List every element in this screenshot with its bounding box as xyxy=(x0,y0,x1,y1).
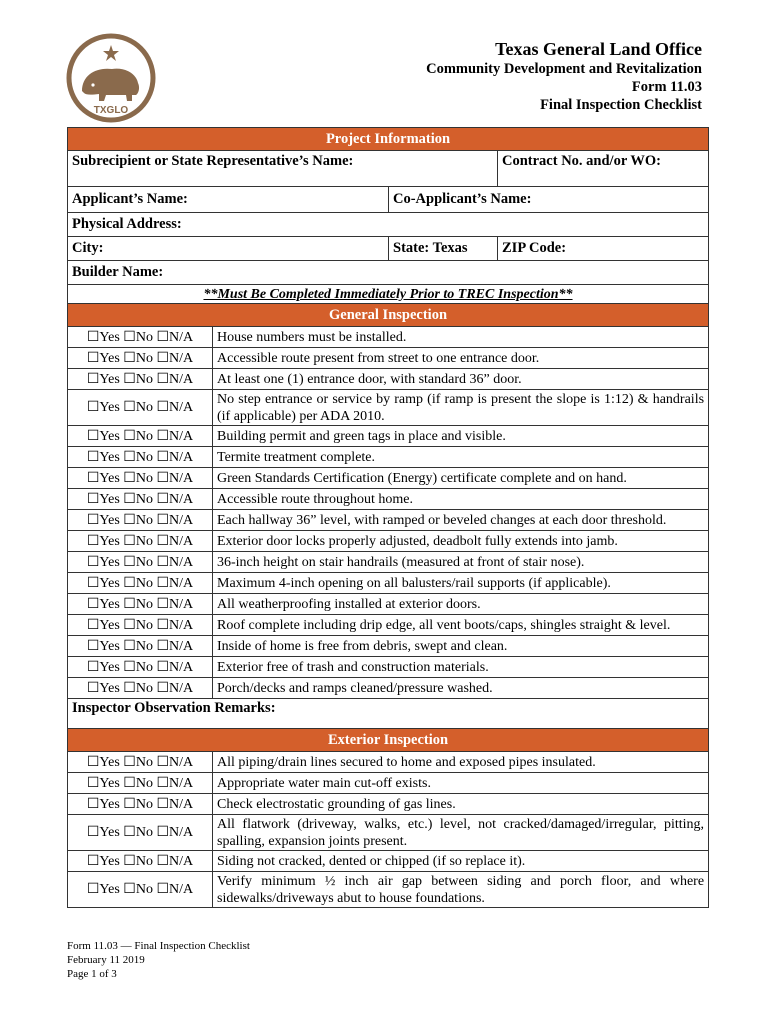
yes-no-na-checkboxes[interactable]: ☐Yes ☐No ☐N/A xyxy=(68,447,213,468)
checklist-item-text: House numbers must be installed. xyxy=(213,327,709,348)
checklist-row xyxy=(68,636,709,657)
yes-no-na-checkboxes[interactable]: ☐Yes ☐No ☐N/A xyxy=(68,657,213,678)
checklist-item-text: Check electrostatic grounding of gas lines. xyxy=(213,794,709,815)
contract-field[interactable]: Contract No. and/or WO: xyxy=(498,151,709,187)
checklist-item-text: All piping/drain lines secured to home and exposed pipes insulated. xyxy=(213,752,709,773)
trec-note: **Must Be Completed Immediately Prior to TREC Inspection** xyxy=(68,285,709,304)
yes-no-na-checkboxes[interactable]: ☐Yes ☐No ☐N/A xyxy=(68,369,213,390)
yes-no-na-checkboxes[interactable]: ☐Yes ☐No ☐N/A xyxy=(68,531,213,552)
checklist-row xyxy=(68,851,709,872)
yes-no-na-checkboxes[interactable]: ☐Yes ☐No ☐N/A xyxy=(68,468,213,489)
checklist-item-text: All flatwork (driveway, walks, etc.) level, not cracked/damaged/irregular, pitting, spalling, expansion joints present. xyxy=(213,815,709,851)
checklist-row xyxy=(68,872,709,908)
checklist-item-text: Inside of home is free from debris, swept and clean. xyxy=(213,636,709,657)
yes-no-na-checkboxes[interactable]: ☐Yes ☐No ☐N/A xyxy=(68,426,213,447)
page-footer xyxy=(67,939,250,981)
txglo-logo xyxy=(66,33,156,123)
yes-no-na-checkboxes[interactable]: ☐Yes ☐No ☐N/A xyxy=(68,815,213,851)
checklist-item-text: Roof complete including drip edge, all vent boots/caps, shingles straight & level. xyxy=(213,615,709,636)
checklist-item-text: 36-inch height on stair handrails (measured at front of stair nose). xyxy=(213,552,709,573)
form-number: Form 11.03 xyxy=(631,79,702,95)
logo-text: TXGLO xyxy=(93,105,129,116)
footer-date: February 11 2019 xyxy=(67,954,145,966)
checklist-row xyxy=(68,468,709,489)
zip-field[interactable]: ZIP Code: xyxy=(498,237,709,261)
checklist-item-text: No step entrance or service by ramp (if ramp is present the slope is 1:12) & handrails (if applicable) per ADA 2010. xyxy=(213,390,709,426)
checklist-row xyxy=(68,348,709,369)
coapplicant-field[interactable]: Co-Applicant’s Name: xyxy=(389,187,709,213)
checklist-row xyxy=(68,552,709,573)
footer-page-number: Page 1 of 3 xyxy=(67,968,117,980)
checklist-row xyxy=(68,510,709,531)
checklist-row xyxy=(68,773,709,794)
checklist-item-text: Termite treatment complete. xyxy=(213,447,709,468)
yes-no-na-checkboxes[interactable]: ☐Yes ☐No ☐N/A xyxy=(68,794,213,815)
checklist-item-text: Siding not cracked, dented or chipped (if so replace it). xyxy=(213,851,709,872)
checklist-row xyxy=(68,426,709,447)
exterior-inspection-heading: Exterior Inspection xyxy=(68,729,709,752)
form-title: Final Inspection Checklist xyxy=(540,97,702,113)
checklist-item-text: Maximum 4-inch opening on all balusters/rail supports (if applicable). xyxy=(213,573,709,594)
state-field: State: Texas xyxy=(389,237,498,261)
document-header xyxy=(426,38,702,114)
checklist-row xyxy=(68,573,709,594)
checklist-item-text: Building permit and green tags in place and visible. xyxy=(213,426,709,447)
address-field[interactable]: Physical Address: xyxy=(68,213,709,237)
checklist-row xyxy=(68,752,709,773)
checklist-item-text: Accessible route present from street to one entrance door. xyxy=(213,348,709,369)
checklist-item-text: Green Standards Certification (Energy) certificate complete and on hand. xyxy=(213,468,709,489)
checklist-row xyxy=(68,531,709,552)
applicant-field[interactable]: Applicant’s Name: xyxy=(68,187,389,213)
checklist-item-text: All weatherproofing installed at exterior doors. xyxy=(213,594,709,615)
yes-no-na-checkboxes[interactable]: ☐Yes ☐No ☐N/A xyxy=(68,348,213,369)
checklist-row xyxy=(68,657,709,678)
inspection-form xyxy=(67,127,708,908)
bison-logo-icon xyxy=(66,33,156,123)
yes-no-na-checkboxes[interactable]: ☐Yes ☐No ☐N/A xyxy=(68,752,213,773)
yes-no-na-checkboxes[interactable]: ☐Yes ☐No ☐N/A xyxy=(68,327,213,348)
checklist-item-text: Appropriate water main cut-off exists. xyxy=(213,773,709,794)
checklist-row xyxy=(68,327,709,348)
org-name: Texas General Land Office xyxy=(495,39,702,59)
yes-no-na-checkboxes[interactable]: ☐Yes ☐No ☐N/A xyxy=(68,636,213,657)
yes-no-na-checkboxes[interactable]: ☐Yes ☐No ☐N/A xyxy=(68,615,213,636)
checklist-row xyxy=(68,815,709,851)
checklist-item-text: Porch/decks and ramps cleaned/pressure washed. xyxy=(213,678,709,699)
yes-no-na-checkboxes[interactable]: ☐Yes ☐No ☐N/A xyxy=(68,552,213,573)
yes-no-na-checkboxes[interactable]: ☐Yes ☐No ☐N/A xyxy=(68,851,213,872)
checklist-item-text: Accessible route throughout home. xyxy=(213,489,709,510)
checklist-table xyxy=(67,127,709,908)
checklist-item-text: Exterior door locks properly adjusted, deadbolt fully extends into jamb. xyxy=(213,531,709,552)
yes-no-na-checkboxes[interactable]: ☐Yes ☐No ☐N/A xyxy=(68,773,213,794)
remarks-field[interactable]: Inspector Observation Remarks: xyxy=(68,699,709,729)
checklist-row xyxy=(68,369,709,390)
yes-no-na-checkboxes[interactable]: ☐Yes ☐No ☐N/A xyxy=(68,390,213,426)
checklist-row xyxy=(68,447,709,468)
checklist-row xyxy=(68,678,709,699)
yes-no-na-checkboxes[interactable]: ☐Yes ☐No ☐N/A xyxy=(68,573,213,594)
general-inspection-heading: General Inspection xyxy=(68,304,709,327)
city-field[interactable]: City: xyxy=(68,237,389,261)
yes-no-na-checkboxes[interactable]: ☐Yes ☐No ☐N/A xyxy=(68,489,213,510)
yes-no-na-checkboxes[interactable]: ☐Yes ☐No ☐N/A xyxy=(68,872,213,908)
checklist-row xyxy=(68,794,709,815)
division-name: Community Development and Revitalization xyxy=(426,61,702,77)
checklist-row xyxy=(68,489,709,510)
yes-no-na-checkboxes[interactable]: ☐Yes ☐No ☐N/A xyxy=(68,510,213,531)
footer-form-title: Form 11.03 — Final Inspection Checklist xyxy=(67,940,250,952)
builder-field[interactable]: Builder Name: xyxy=(68,261,709,285)
checklist-row xyxy=(68,594,709,615)
checklist-item-text: Exterior free of trash and construction materials. xyxy=(213,657,709,678)
project-info-heading: Project Information xyxy=(68,128,709,151)
subrecipient-field[interactable]: Subrecipient or State Representative’s Name: xyxy=(68,151,498,187)
checklist-item-text: At least one (1) entrance door, with standard 36” door. xyxy=(213,369,709,390)
yes-no-na-checkboxes[interactable]: ☐Yes ☐No ☐N/A xyxy=(68,678,213,699)
checklist-item-text: Each hallway 36” level, with ramped or beveled changes at each door threshold. xyxy=(213,510,709,531)
checklist-item-text: Verify minimum ½ inch air gap between siding and porch floor, and where sidewalks/driveways abut to house foundations. xyxy=(213,872,709,908)
checklist-row xyxy=(68,390,709,426)
yes-no-na-checkboxes[interactable]: ☐Yes ☐No ☐N/A xyxy=(68,594,213,615)
checklist-row xyxy=(68,615,709,636)
